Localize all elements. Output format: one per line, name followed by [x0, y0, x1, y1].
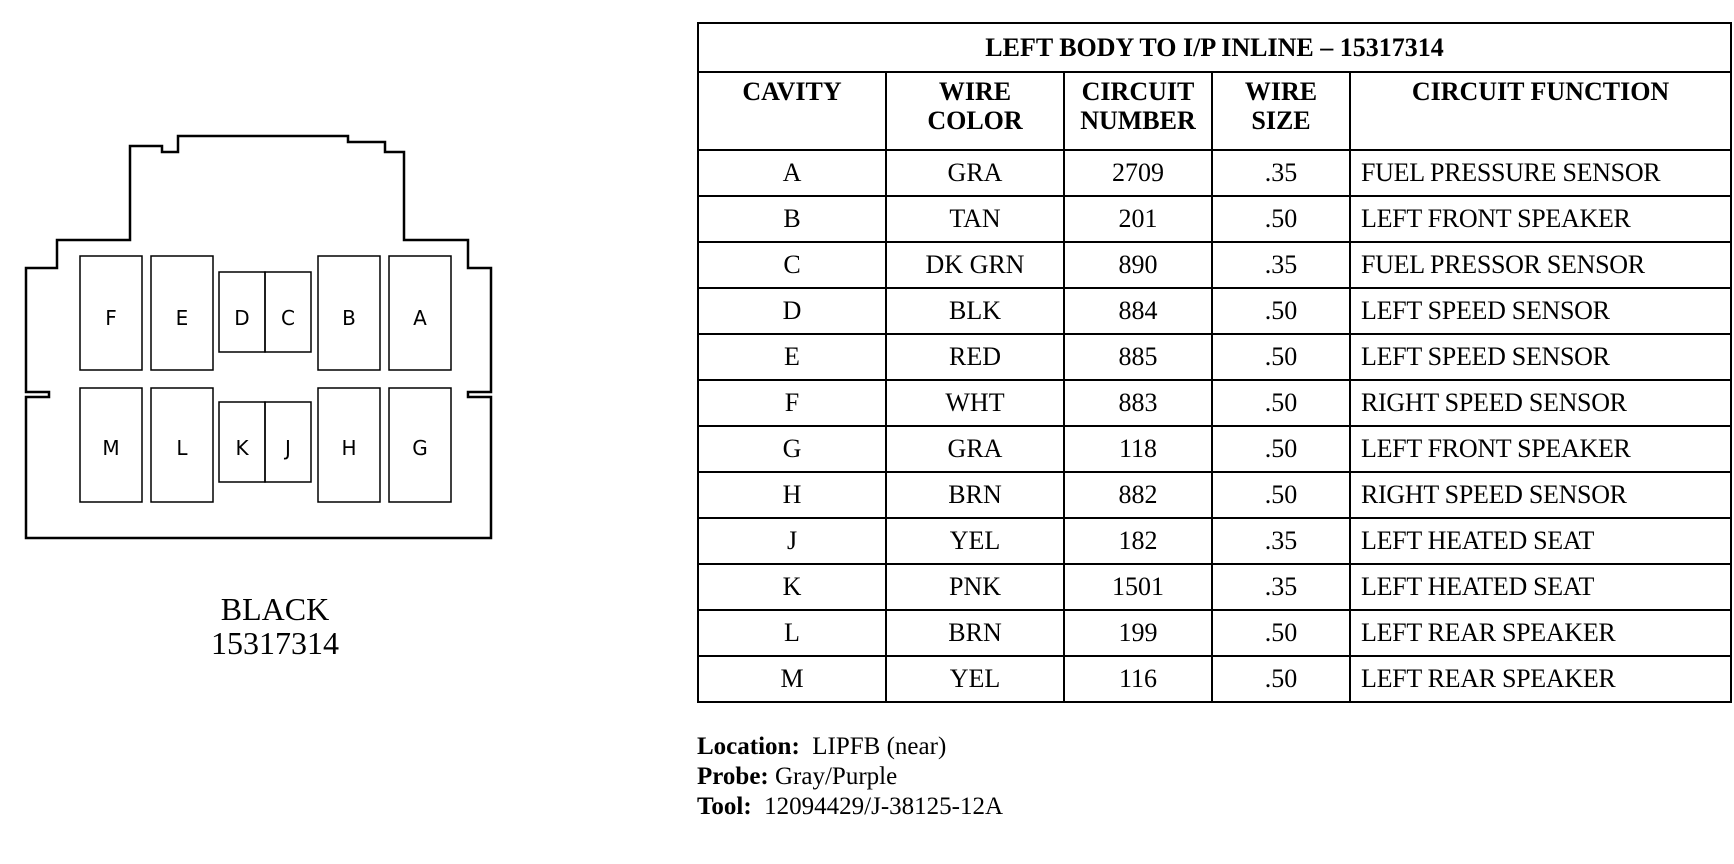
cavity-cell: K — [698, 564, 886, 610]
wire-size-cell: .50 — [1212, 610, 1350, 656]
circuit-function-cell: LEFT FRONT SPEAKER — [1350, 196, 1731, 242]
wire-color-cell: BLK — [886, 288, 1064, 334]
circuit-function-cell: LEFT FRONT SPEAKER — [1350, 426, 1731, 472]
wire-color-cell: GRA — [886, 150, 1064, 196]
circuit-function-cell: LEFT REAR SPEAKER — [1350, 610, 1731, 656]
header-wire-size — [1212, 72, 1350, 150]
tool-label: Tool: — [697, 793, 752, 820]
table-row — [698, 380, 1731, 426]
circuit-number-cell: 182 — [1064, 518, 1212, 564]
header-wire-color — [886, 72, 1064, 150]
circuit-function-cell: FUEL PRESSURE SENSOR — [1350, 150, 1731, 196]
location-line — [697, 732, 1003, 762]
table-title-row — [698, 23, 1731, 72]
wire-color-cell: RED — [886, 334, 1064, 380]
wire-size-cell: .50 — [1212, 380, 1350, 426]
cavity-label-d: D — [234, 306, 250, 330]
wire-size-cell: .35 — [1212, 242, 1350, 288]
connector-color: BLACK — [220, 591, 330, 627]
circuit-number-cell: 1501 — [1064, 564, 1212, 610]
circuit-function-cell: FUEL PRESSOR SENSOR — [1350, 242, 1731, 288]
wire-size-cell: .50 — [1212, 426, 1350, 472]
circuit-function-cell: RIGHT SPEED SENSOR — [1350, 380, 1731, 426]
circuit-function-cell: LEFT HEATED SEAT — [1350, 518, 1731, 564]
header-circuit-number-line2: NUMBER — [1080, 106, 1196, 135]
probe-line — [697, 762, 1003, 792]
circuit-function-cell: LEFT SPEED SENSOR — [1350, 288, 1731, 334]
cavity-label-g: G — [412, 436, 428, 460]
cavity-cell: G — [698, 426, 886, 472]
connector-face — [0, 0, 540, 600]
wire-color-cell: PNK — [886, 564, 1064, 610]
connector-diagram — [0, 0, 540, 600]
wire-size-cell: .50 — [1212, 472, 1350, 518]
cavity-label-j: J — [285, 436, 291, 460]
circuit-number-cell: 2709 — [1064, 150, 1212, 196]
circuit-function-cell: LEFT HEATED SEAT — [1350, 564, 1731, 610]
circuit-number-cell: 118 — [1064, 426, 1212, 472]
header-wire-color-line1: WIRE — [938, 77, 1012, 106]
cavity-cell: F — [698, 380, 886, 426]
cavity-cell: C — [698, 242, 886, 288]
cavity-cell: E — [698, 334, 886, 380]
table-row — [698, 288, 1731, 334]
header-circuit-number — [1064, 72, 1212, 150]
wire-size-cell: .35 — [1212, 564, 1350, 610]
wire-color-cell: TAN — [886, 196, 1064, 242]
cavity-label-m: M — [102, 436, 120, 460]
circuit-function-cell: LEFT SPEED SENSOR — [1350, 334, 1731, 380]
table-row — [698, 518, 1731, 564]
wire-color-cell: WHT — [886, 380, 1064, 426]
tool-value: 12094429/J-38125-12A — [764, 793, 1004, 820]
header-cavity — [698, 72, 886, 150]
circuit-function-cell: RIGHT SPEED SENSOR — [1350, 472, 1731, 518]
connector-notes — [697, 732, 1003, 822]
circuit-number-cell: 116 — [1064, 656, 1212, 702]
wire-color-cell: YEL — [886, 656, 1064, 702]
tool-line — [697, 792, 1003, 822]
cavity-label-b: B — [342, 306, 356, 330]
wire-size-cell: .50 — [1212, 656, 1350, 702]
cavity-label-l: L — [176, 436, 188, 460]
cavity-cell: J — [698, 518, 886, 564]
cavity-label-c: C — [281, 306, 295, 330]
header-wire-color-line2: COLOR — [927, 106, 1023, 135]
table-row — [698, 196, 1731, 242]
table-header-row — [698, 72, 1731, 150]
circuit-number-cell: 199 — [1064, 610, 1212, 656]
cavity-cell: A — [698, 150, 886, 196]
table-row — [698, 334, 1731, 380]
wire-color-cell: BRN — [886, 472, 1064, 518]
wire-color-cell: YEL — [886, 518, 1064, 564]
wire-size-cell: .35 — [1212, 150, 1350, 196]
cavity-cell: B — [698, 196, 886, 242]
header-circuit-function-text: CIRCUIT FUNCTION — [1411, 77, 1670, 106]
table-row — [698, 150, 1731, 196]
cavity-cell: M — [698, 656, 886, 702]
wire-size-cell: .50 — [1212, 288, 1350, 334]
wire-color-cell: DK GRN — [886, 242, 1064, 288]
table-row — [698, 564, 1731, 610]
wire-size-cell: .50 — [1212, 196, 1350, 242]
cavity-cell: D — [698, 288, 886, 334]
circuit-number-cell: 201 — [1064, 196, 1212, 242]
table-row — [698, 242, 1731, 288]
cavity-label-h: H — [341, 436, 357, 460]
probe-value: Gray/Purple — [775, 763, 898, 790]
table-title: LEFT BODY TO I/P INLINE – 15317314 — [698, 23, 1731, 72]
connector-outline — [26, 136, 491, 538]
wire-size-cell: .50 — [1212, 334, 1350, 380]
header-wire-size-line2: SIZE — [1251, 106, 1311, 135]
circuit-number-cell: 890 — [1064, 242, 1212, 288]
connector-part-number: 15317314 — [211, 625, 339, 661]
location-label: Location: — [697, 733, 800, 760]
circuit-number-cell: 882 — [1064, 472, 1212, 518]
table-row — [698, 610, 1731, 656]
table-row — [698, 472, 1731, 518]
cavity-label-f: F — [105, 306, 117, 330]
header-wire-size-line1: WIRE — [1244, 77, 1318, 106]
circuit-number-cell: 885 — [1064, 334, 1212, 380]
header-cavity-text: CAVITY — [742, 77, 842, 106]
cavity-label-k: K — [235, 436, 249, 460]
circuit-number-cell: 883 — [1064, 380, 1212, 426]
circuit-number-cell: 884 — [1064, 288, 1212, 334]
header-circuit-number-line1: CIRCUIT — [1081, 77, 1195, 106]
circuit-function-cell: LEFT REAR SPEAKER — [1350, 656, 1731, 702]
probe-label: Probe: — [697, 763, 769, 790]
table-row — [698, 656, 1731, 702]
connector-caption — [160, 592, 390, 660]
header-circuit-function — [1350, 72, 1731, 150]
location-value: LIPFB (near) — [812, 733, 947, 760]
cavity-cell: L — [698, 610, 886, 656]
cavity-cell: H — [698, 472, 886, 518]
wire-color-cell: GRA — [886, 426, 1064, 472]
cavities-bottom-row — [80, 388, 451, 502]
cavity-label-e: E — [175, 306, 189, 330]
wire-color-cell: BRN — [886, 610, 1064, 656]
table-row — [698, 426, 1731, 472]
cavities-top-row — [80, 256, 451, 370]
pinout-table — [697, 22, 1732, 703]
wire-size-cell: .35 — [1212, 518, 1350, 564]
cavity-label-a: A — [413, 306, 427, 330]
